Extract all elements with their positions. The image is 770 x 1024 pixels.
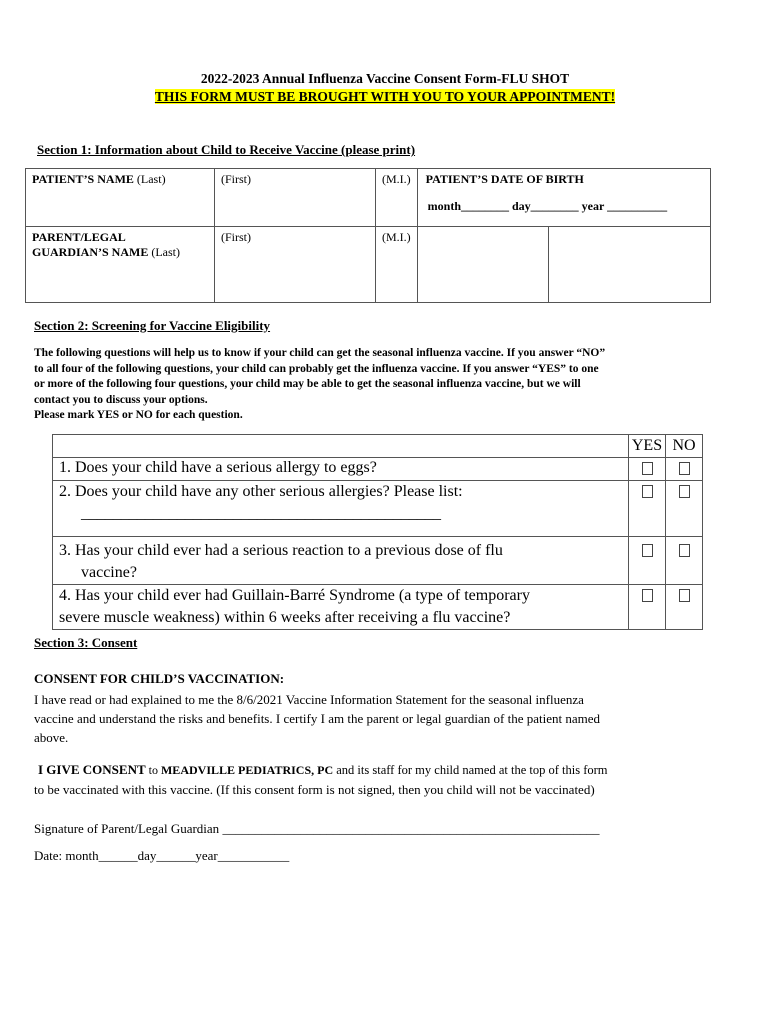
q1-no-cell	[666, 458, 703, 481]
intro-line: Please mark YES or NO for each question.	[34, 409, 243, 422]
guardian-mi-field[interactable]	[376, 227, 418, 303]
intro-line: or more of the following four questions, your child may be able to get the seasonal influenza vaccine, but we will	[34, 378, 581, 391]
screening-intro	[34, 346, 714, 424]
patient-name-first-field[interactable]	[215, 169, 376, 227]
first-hint: (First)	[221, 172, 251, 186]
q2-no-checkbox[interactable]	[679, 485, 690, 498]
vis-statement	[34, 690, 734, 747]
q1-yes-cell	[629, 458, 666, 481]
question-3-text-cont: vaccine?	[81, 564, 137, 581]
dob-field[interactable]	[417, 169, 710, 227]
guardian-last-hint: (Last)	[151, 245, 180, 259]
child-info-table	[25, 168, 711, 303]
signature-label: Signature of Parent/Legal Guardian	[34, 821, 220, 836]
form-title: 2022-2023 Annual Influenza Vaccine Consent Form-FLU SHOT	[200, 71, 570, 86]
q3-yes-cell	[629, 537, 666, 585]
question-2	[53, 481, 629, 537]
q1-yes-checkbox[interactable]	[642, 462, 653, 475]
question-4-text-cont: severe muscle weakness) within 6 weeks after receiving a flu vaccine?	[59, 609, 511, 626]
q3-no-checkbox[interactable]	[679, 544, 690, 557]
question-2-text: 2. Does your child have any other serious allergies? Please list:	[59, 483, 463, 500]
q2-no-cell	[666, 481, 703, 537]
patient-name-label: PATIENT’S NAME	[32, 172, 134, 186]
date-field[interactable]: Date: month______day______year___________	[34, 848, 290, 863]
consent-line-2: to be vaccinated with this vaccine. (If this consent form is not signed, then you child will not be vaccinated)	[34, 782, 595, 797]
question-4-text: 4. Has your child ever had Guillain-Barré Syndrome (a type of temporary	[59, 587, 530, 604]
appointment-warning	[0, 88, 770, 106]
warning-text: THIS FORM MUST BE BROUGHT WITH YOU TO YOUR APPOINTMENT!	[154, 89, 616, 104]
consent-heading: CONSENT FOR CHILD’S VACCINATION:	[34, 671, 285, 686]
question-3-text: 3. Has your child ever had a serious reaction to a previous dose of flu	[59, 542, 503, 559]
q4-no-cell	[666, 585, 703, 630]
q3-no-cell	[666, 537, 703, 585]
intro-line: to all four of the following questions, your child can probably get the influenza vaccine. If you answer “YES” to one	[34, 362, 599, 375]
guardian-mi-hint: (M.I.)	[382, 230, 411, 244]
guardian-first-hint: (First)	[221, 230, 251, 244]
q4-yes-checkbox[interactable]	[642, 589, 653, 602]
q1-no-checkbox[interactable]	[679, 462, 690, 475]
signature-field[interactable]: __________________________________________________________	[222, 821, 600, 836]
header-blank	[53, 435, 629, 458]
patient-name-last-field[interactable]	[26, 169, 215, 227]
section3-heading: Section 3: Consent	[34, 635, 138, 650]
vis-line: above.	[34, 730, 69, 745]
give-consent-text: I GIVE CONSENT	[38, 762, 146, 777]
dob-entry: month________ day________ year __________	[427, 199, 668, 213]
guardian-extra-field-2[interactable]	[548, 227, 710, 303]
vis-line: vaccine and understand the risks and benefits. I certify I am the parent or legal guardian of the patient named	[34, 711, 601, 726]
patient-mi-field[interactable]	[376, 169, 418, 227]
question-1	[53, 458, 629, 481]
signature-row	[34, 819, 599, 838]
section1-heading: Section 1: Information about Child to Receive Vaccine (please print)	[37, 142, 416, 157]
vis-line: I have read or had explained to me the 8/6/2021 Vaccine Information Statement for the seasonal influenza	[34, 692, 584, 707]
question-4	[53, 585, 629, 630]
to-text: to	[145, 763, 161, 777]
q3-yes-checkbox[interactable]	[642, 544, 653, 557]
dob-label: PATIENT’S DATE OF BIRTH	[425, 172, 584, 186]
q4-yes-cell	[629, 585, 666, 630]
q2-yes-cell	[629, 481, 666, 537]
q2-yes-checkbox[interactable]	[642, 485, 653, 498]
guardian-label-1: PARENT/LEGAL	[32, 230, 126, 244]
consent-rest: and its staff for my child named at the top of this form	[333, 763, 608, 777]
q4-no-checkbox[interactable]	[679, 589, 690, 602]
guardian-name-last-field[interactable]	[26, 227, 215, 303]
intro-line: The following questions will help us to know if your child can get the seasonal influenza vaccine. If you answer “NO”	[34, 347, 606, 359]
last-hint: (Last)	[136, 172, 166, 186]
no-header: NO	[666, 435, 703, 458]
section2-heading: Section 2: Screening for Vaccine Eligibility	[34, 318, 271, 333]
guardian-name-first-field[interactable]	[215, 227, 376, 303]
yes-header: YES	[629, 435, 666, 458]
practice-name: MEADVILLE PEDIATRICS, PC	[160, 763, 334, 777]
question-1-text: 1. Does your child have a serious allergy to eggs?	[59, 459, 377, 476]
mi-hint: (M.I.)	[382, 172, 411, 186]
guardian-label-2: GUARDIAN’S NAME	[32, 245, 149, 259]
screening-table	[52, 434, 703, 630]
guardian-extra-field-1[interactable]	[417, 227, 548, 303]
consent-statement	[34, 760, 754, 799]
question-3	[53, 537, 629, 585]
allergy-list-line[interactable]: _____________________________________________	[81, 505, 441, 522]
intro-line: contact you to discuss your options.	[34, 393, 208, 406]
